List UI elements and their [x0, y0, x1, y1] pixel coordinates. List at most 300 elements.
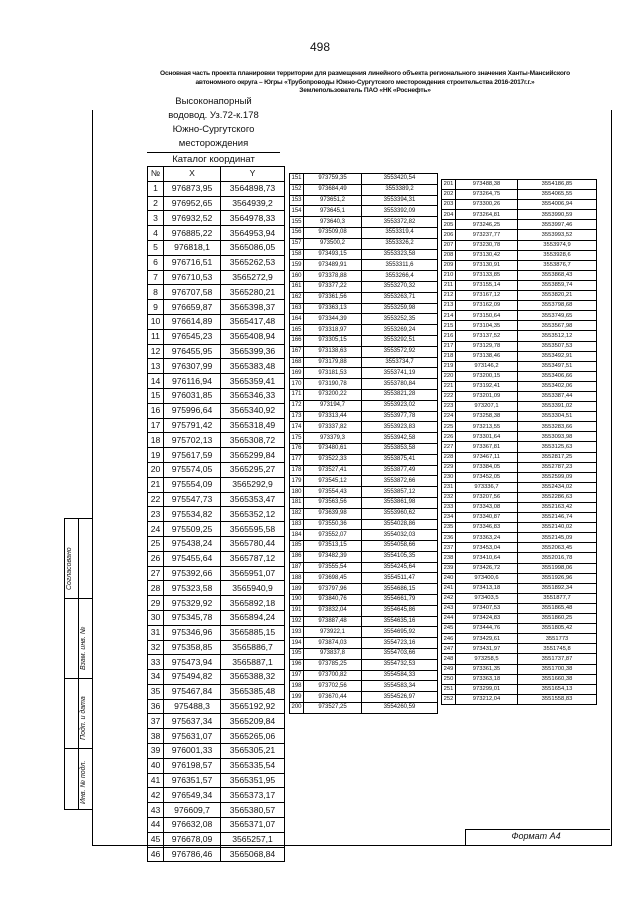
y-coordinate: 3553304,51 [518, 412, 597, 422]
y-coordinate: 3553741,19 [362, 368, 438, 379]
point-number: 13 [148, 359, 164, 374]
table-row [290, 659, 438, 670]
point-number: 164 [290, 314, 304, 325]
table-row [148, 477, 285, 492]
table-row [148, 448, 285, 463]
point-number: 33 [148, 655, 164, 670]
table-row [148, 226, 285, 241]
table-row [442, 583, 597, 593]
point-number: 211 [442, 280, 456, 290]
x-coordinate: 975631,07 [164, 729, 221, 744]
table-row [148, 744, 285, 759]
x-coordinate: 976001,33 [164, 744, 221, 759]
x-coordinate: 973797,96 [304, 584, 362, 595]
y-coordinate: 3565383,48 [221, 359, 285, 374]
x-coordinate: 973104,35 [456, 321, 518, 331]
coordinate-table-right [441, 179, 597, 705]
point-number: 27 [148, 566, 164, 581]
x-coordinate: 975534,82 [164, 507, 221, 522]
point-number: 191 [290, 605, 304, 616]
table-row [148, 359, 285, 374]
table-row [148, 566, 285, 581]
x-coordinate: 973431,97 [456, 644, 518, 654]
point-number: 155 [290, 217, 304, 228]
x-coordinate: 973192,41 [456, 381, 518, 391]
table-row [442, 482, 597, 492]
y-coordinate: 3553923,83 [362, 422, 438, 433]
point-number: 39 [148, 744, 164, 759]
x-coordinate: 975574,05 [164, 462, 221, 477]
table-row [290, 281, 438, 292]
y-coordinate: 3553876,7 [518, 260, 597, 270]
x-coordinate: 973482,39 [304, 551, 362, 562]
point-number: 208 [442, 250, 456, 260]
table-row [290, 670, 438, 681]
point-number: 23 [148, 507, 164, 522]
table-row [442, 260, 597, 270]
x-coordinate: 973563,56 [304, 497, 362, 508]
point-number: 20 [148, 462, 164, 477]
point-number: 160 [290, 271, 304, 282]
point-number: 26 [148, 551, 164, 566]
table-row [148, 507, 285, 522]
point-number: 229 [442, 462, 456, 472]
y-coordinate: 3554028,86 [362, 519, 438, 530]
y-coordinate: 3553263,71 [362, 292, 438, 303]
point-number: 158 [290, 249, 304, 260]
x-coordinate: 975346,96 [164, 625, 221, 640]
table-row [148, 300, 285, 315]
y-coordinate: 3565780,44 [221, 536, 285, 551]
point-number: 220 [442, 371, 456, 381]
x-coordinate: 973299,01 [456, 684, 518, 694]
y-coordinate: 3565340,92 [221, 403, 285, 418]
table-row [290, 584, 438, 595]
point-number: 171 [290, 389, 304, 400]
y-coordinate: 3552163,42 [518, 503, 597, 513]
y-coordinate: 3565373,17 [221, 788, 285, 803]
y-coordinate: 3553507,53 [518, 341, 597, 351]
table-row [442, 311, 597, 321]
table-row [148, 847, 285, 862]
point-number: 193 [290, 627, 304, 638]
y-coordinate: 3554006,94 [518, 200, 597, 210]
table-row [442, 240, 597, 250]
table-row [290, 303, 438, 314]
point-number: 156 [290, 227, 304, 238]
table-row [290, 595, 438, 606]
table-row [148, 640, 285, 655]
table-row [442, 472, 597, 482]
x-coordinate: 973887,48 [304, 616, 362, 627]
x-coordinate: 976678,09 [164, 832, 221, 847]
y-coordinate: 3553323,58 [362, 249, 438, 260]
table-row [290, 573, 438, 584]
point-number: 194 [290, 638, 304, 649]
x-coordinate: 973922,1 [304, 627, 362, 638]
table-row [442, 351, 597, 361]
y-coordinate: 3553389,2 [362, 184, 438, 195]
y-coordinate: 3565257,1 [221, 832, 285, 847]
table-row [148, 596, 285, 611]
x-coordinate: 973452,05 [456, 472, 518, 482]
title-line-4: месторождения [178, 138, 249, 149]
table-row [442, 523, 597, 533]
x-coordinate: 975488,3 [164, 699, 221, 714]
x-coordinate: 976786,46 [164, 847, 221, 862]
y-coordinate: 3553391,02 [518, 402, 597, 412]
point-number: 242 [442, 593, 456, 603]
header-no: № [148, 167, 164, 182]
x-coordinate: 973133,85 [456, 270, 518, 280]
y-coordinate: 3553798,68 [518, 301, 597, 311]
y-coordinate: 3553392,09 [362, 206, 438, 217]
y-coordinate: 3565299,84 [221, 448, 285, 463]
x-coordinate: 973840,76 [304, 595, 362, 606]
y-coordinate: 3554245,64 [362, 562, 438, 573]
header-line-1: Основная часть проекта планировки территории для размещения линейного объекта регионального значения Ханты-Мансийского [160, 70, 570, 77]
table-row [148, 181, 285, 196]
point-number: 7 [148, 270, 164, 285]
x-coordinate: 973336,7 [456, 482, 518, 492]
y-coordinate: 3554661,79 [362, 595, 438, 606]
point-number: 46 [148, 847, 164, 862]
side-label-inv-orig: Инв. № подл. [80, 760, 87, 804]
y-coordinate: 3551805,42 [518, 624, 597, 634]
point-number: 44 [148, 818, 164, 833]
table-row [148, 818, 285, 833]
table-row [290, 314, 438, 325]
side-row-divider [64, 678, 92, 679]
point-number: 226 [442, 432, 456, 442]
table-row [148, 522, 285, 537]
point-number: 247 [442, 644, 456, 654]
table-row [290, 422, 438, 433]
x-coordinate: 975702,13 [164, 433, 221, 448]
x-coordinate: 973344,39 [304, 314, 362, 325]
x-coordinate: 973212,04 [456, 694, 518, 704]
table-row [290, 519, 438, 530]
table-row [290, 346, 438, 357]
table-row [290, 227, 438, 238]
y-coordinate: 3554732,53 [362, 659, 438, 670]
x-coordinate: 975358,85 [164, 640, 221, 655]
point-number: 35 [148, 684, 164, 699]
point-number: 32 [148, 640, 164, 655]
point-number: 214 [442, 311, 456, 321]
table-row [290, 174, 438, 185]
x-coordinate: 973645,1 [304, 206, 362, 217]
y-coordinate: 3553292,51 [362, 335, 438, 346]
point-number: 225 [442, 422, 456, 432]
point-number: 168 [290, 357, 304, 368]
table-row [442, 200, 597, 210]
y-coordinate: 3552599,09 [518, 472, 597, 482]
point-number: 215 [442, 321, 456, 331]
table-row [148, 462, 285, 477]
point-number: 153 [290, 195, 304, 206]
point-number: 165 [290, 325, 304, 336]
point-number: 6 [148, 255, 164, 270]
y-coordinate: 3553942,58 [362, 433, 438, 444]
y-coordinate: 3553820,21 [518, 291, 597, 301]
point-number: 250 [442, 674, 456, 684]
point-number: 21 [148, 477, 164, 492]
table-row [290, 454, 438, 465]
table-row [290, 465, 438, 476]
table-row [290, 638, 438, 649]
table-row [290, 238, 438, 249]
point-number: 174 [290, 422, 304, 433]
point-number: 173 [290, 411, 304, 422]
point-number: 178 [290, 465, 304, 476]
point-number: 184 [290, 530, 304, 541]
point-number: 187 [290, 562, 304, 573]
x-coordinate: 973698,45 [304, 573, 362, 584]
x-coordinate: 973264,81 [456, 210, 518, 220]
x-coordinate: 973363,13 [304, 303, 362, 314]
table-row [290, 551, 438, 562]
point-number: 197 [290, 670, 304, 681]
y-coordinate: 3553877,49 [362, 465, 438, 476]
x-coordinate: 973527,41 [304, 465, 362, 476]
x-coordinate: 976116,94 [164, 374, 221, 389]
x-coordinate: 973700,82 [304, 670, 362, 681]
x-coordinate: 973146,2 [456, 361, 518, 371]
x-coordinate: 973488,38 [456, 180, 518, 190]
y-coordinate: 3553868,43 [518, 270, 597, 280]
table-row [148, 699, 285, 714]
table-row [148, 655, 285, 670]
table-row [442, 674, 597, 684]
x-coordinate: 973190,78 [304, 379, 362, 390]
x-coordinate: 973138,46 [456, 351, 518, 361]
table-row [290, 260, 438, 271]
x-coordinate: 973138,63 [304, 346, 362, 357]
y-coordinate: 3553326,2 [362, 238, 438, 249]
x-coordinate: 973129,78 [456, 341, 518, 351]
y-coordinate: 3565940,9 [221, 581, 285, 596]
point-number: 183 [290, 519, 304, 530]
y-coordinate: 3553923,02 [362, 400, 438, 411]
y-coordinate: 3565086,05 [221, 240, 285, 255]
x-coordinate: 973527,25 [304, 703, 362, 714]
x-coordinate: 976351,57 [164, 773, 221, 788]
point-number: 201 [442, 180, 456, 190]
table-row [442, 533, 597, 543]
y-coordinate: 3565335,54 [221, 758, 285, 773]
point-number: 189 [290, 584, 304, 595]
x-coordinate: 973363,24 [456, 533, 518, 543]
y-coordinate: 3553749,65 [518, 311, 597, 321]
y-coordinate: 3551860,25 [518, 614, 597, 624]
point-number: 209 [442, 260, 456, 270]
point-number: 19 [148, 448, 164, 463]
point-number: 200 [290, 703, 304, 714]
table-row [290, 530, 438, 541]
x-coordinate: 973155,14 [456, 280, 518, 290]
y-coordinate: 3565894,24 [221, 610, 285, 625]
x-coordinate: 976455,95 [164, 344, 221, 359]
y-coordinate: 3553372,82 [362, 217, 438, 228]
point-number: 42 [148, 788, 164, 803]
table-row [290, 703, 438, 714]
y-coordinate: 3553402,06 [518, 381, 597, 391]
x-coordinate: 973300,26 [456, 200, 518, 210]
title-line-3: Южно-Сургутского [172, 124, 255, 135]
y-coordinate: 3551558,83 [518, 694, 597, 704]
table-row [442, 543, 597, 553]
x-coordinate: 973246,25 [456, 220, 518, 230]
x-coordinate: 973200,22 [304, 389, 362, 400]
point-number: 17 [148, 418, 164, 433]
table-row [442, 331, 597, 341]
x-coordinate: 975547,73 [164, 492, 221, 507]
table-row [442, 492, 597, 502]
table-row [442, 391, 597, 401]
x-coordinate: 973407,53 [456, 603, 518, 613]
table-row [442, 603, 597, 613]
y-coordinate: 3553960,62 [362, 508, 438, 519]
y-coordinate: 3554645,86 [362, 605, 438, 616]
y-coordinate: 3565272,9 [221, 270, 285, 285]
point-number: 210 [442, 270, 456, 280]
table-row [290, 476, 438, 487]
x-coordinate: 973785,25 [304, 659, 362, 670]
point-number: 161 [290, 281, 304, 292]
y-coordinate: 3554635,16 [362, 616, 438, 627]
point-number: 30 [148, 610, 164, 625]
point-number: 227 [442, 442, 456, 452]
point-number: 12 [148, 344, 164, 359]
y-coordinate: 3553497,51 [518, 361, 597, 371]
x-coordinate: 973337,82 [304, 422, 362, 433]
table-row [148, 240, 285, 255]
table-row [442, 321, 597, 331]
x-coordinate: 975473,94 [164, 655, 221, 670]
x-coordinate: 976609,7 [164, 803, 221, 818]
point-number: 181 [290, 497, 304, 508]
table-row [290, 627, 438, 638]
header-line-2: автономного округа – Югры «Трубопроводы Южно-Сургутского месторождения строительства 2016-2017г.г.» [195, 78, 535, 86]
y-coordinate: 3553928,6 [518, 250, 597, 260]
point-number: 248 [442, 654, 456, 664]
y-coordinate: 3565951,07 [221, 566, 285, 581]
x-coordinate: 973670,44 [304, 692, 362, 703]
x-coordinate: 976707,58 [164, 285, 221, 300]
x-coordinate: 975455,64 [164, 551, 221, 566]
y-coordinate: 3565388,32 [221, 670, 285, 685]
x-coordinate: 973874,03 [304, 638, 362, 649]
point-number: 29 [148, 596, 164, 611]
table-row [290, 389, 438, 400]
x-coordinate: 973346,83 [456, 523, 518, 533]
table-row [290, 443, 438, 454]
point-number: 230 [442, 472, 456, 482]
y-coordinate: 3565308,72 [221, 433, 285, 448]
x-coordinate: 976873,95 [164, 181, 221, 196]
point-number: 2 [148, 196, 164, 211]
point-number: 10 [148, 314, 164, 329]
table-row [442, 563, 597, 573]
table-row [148, 536, 285, 551]
point-number: 192 [290, 616, 304, 627]
table-row [442, 371, 597, 381]
y-coordinate: 3552145,09 [518, 533, 597, 543]
point-number: 15 [148, 388, 164, 403]
y-coordinate: 3553093,98 [518, 432, 597, 442]
point-number: 34 [148, 670, 164, 685]
point-number: 16 [148, 403, 164, 418]
x-coordinate: 973480,61 [304, 443, 362, 454]
point-number: 31 [148, 625, 164, 640]
y-coordinate: 3553861,98 [362, 497, 438, 508]
x-coordinate: 973554,43 [304, 487, 362, 498]
table-row [442, 180, 597, 190]
table-row [148, 758, 285, 773]
table-row [290, 271, 438, 282]
y-coordinate: 3553993,52 [518, 230, 597, 240]
y-coordinate: 3551926,96 [518, 573, 597, 583]
table-row [442, 684, 597, 694]
header-x: X [164, 167, 221, 182]
point-number: 170 [290, 379, 304, 390]
x-coordinate: 973301,64 [456, 432, 518, 442]
y-coordinate: 3565359,41 [221, 374, 285, 389]
table-row [442, 644, 597, 654]
header-y: Y [221, 167, 285, 182]
x-coordinate: 973837,8 [304, 649, 362, 660]
table-row [148, 551, 285, 566]
y-coordinate: 3564953,94 [221, 226, 285, 241]
y-coordinate: 3553875,41 [362, 454, 438, 465]
x-coordinate: 973424,83 [456, 614, 518, 624]
x-coordinate: 973367,81 [456, 442, 518, 452]
point-number: 169 [290, 368, 304, 379]
point-number: 224 [442, 412, 456, 422]
y-coordinate: 3554686,15 [362, 584, 438, 595]
y-coordinate: 3552140,02 [518, 523, 597, 533]
y-coordinate: 3552146,74 [518, 513, 597, 523]
table-row [148, 729, 285, 744]
point-number: 28 [148, 581, 164, 596]
x-coordinate: 973444,76 [456, 624, 518, 634]
x-coordinate: 973759,35 [304, 174, 362, 185]
side-strip-border-outer [64, 518, 65, 810]
point-number: 162 [290, 292, 304, 303]
catalog-title: Каталог координат [147, 152, 280, 166]
point-number: 228 [442, 452, 456, 462]
x-coordinate: 975392,66 [164, 566, 221, 581]
y-coordinate: 3554723,16 [362, 638, 438, 649]
x-coordinate: 973237,77 [456, 230, 518, 240]
y-coordinate: 3565209,84 [221, 714, 285, 729]
y-coordinate: 3553990,59 [518, 210, 597, 220]
y-coordinate: 3554695,92 [362, 627, 438, 638]
table-row [148, 388, 285, 403]
y-coordinate: 3554186,85 [518, 180, 597, 190]
x-coordinate: 973167,12 [456, 291, 518, 301]
y-coordinate: 3565887,1 [221, 655, 285, 670]
y-coordinate: 3551737,87 [518, 654, 597, 664]
point-number: 4 [148, 226, 164, 241]
table-row [290, 605, 438, 616]
point-number: 157 [290, 238, 304, 249]
x-coordinate: 976198,57 [164, 758, 221, 773]
point-number: 217 [442, 341, 456, 351]
point-number: 41 [148, 773, 164, 788]
side-strip-border-inner [78, 518, 79, 810]
